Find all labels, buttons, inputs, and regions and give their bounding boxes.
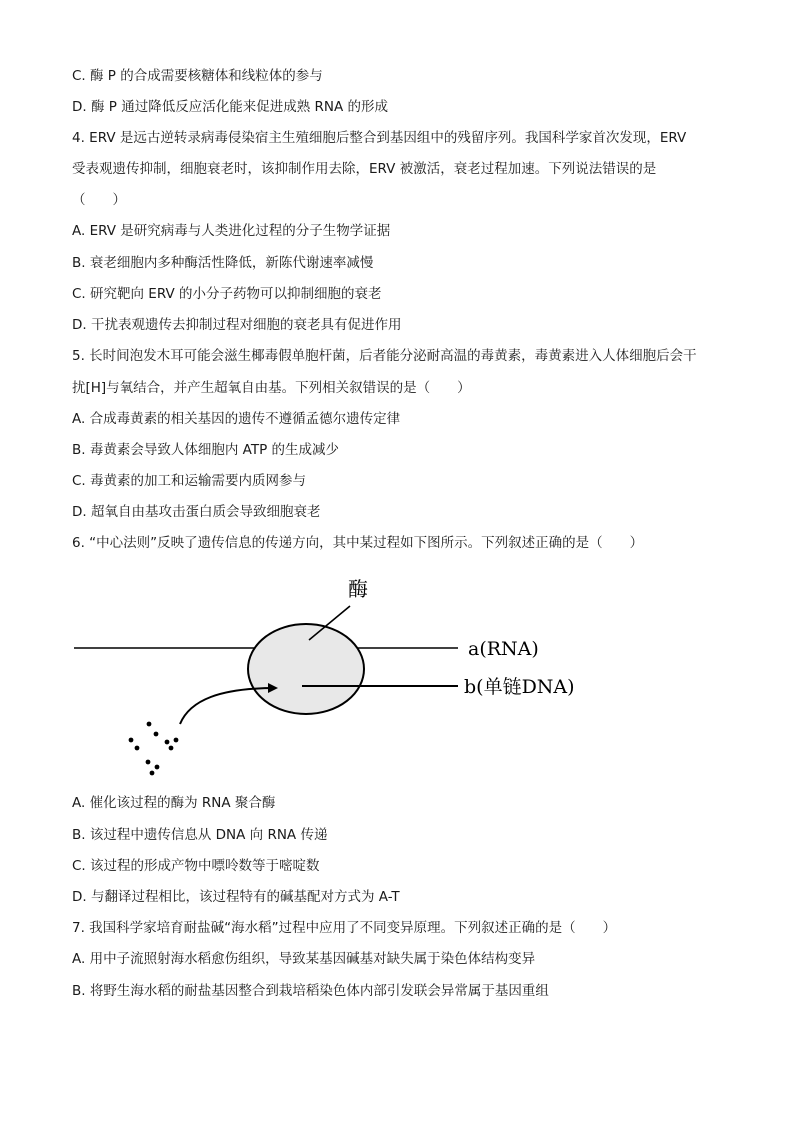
q6-option-c: C. 该过程的形成产物中嘌呤数等于嘧啶数 [72, 858, 320, 874]
q7-option-b: B. 将野生海水稻的耐盐基因整合到栽培稻染色体内部引发联会异常属于基因重组 [72, 983, 549, 999]
q5-option-a: A. 合成毒黄素的相关基因的遗传不遵循孟德尔遗传定律 [72, 411, 401, 427]
q4-option-c: C. 研究靶向 ERV 的小分子药物可以抑制细胞的衰老 [72, 286, 382, 302]
q4-option-b: B. 衰老细胞内多种酶活性降低，新陈代谢速率减慢 [72, 255, 374, 271]
strand-b-label: b(单链DNA) [464, 676, 575, 698]
q5-option-c: C. 毒黄素的加工和运输需要内质网参与 [72, 473, 307, 489]
q5-stem-line2: 扰[H]与氧结合，并产生超氧自由基。下列相关叙错误的是（ ） [72, 380, 471, 396]
q7-option-a: A. 用中子流照射海水稻愈伤组织，导致某基因碱基对缺失属于染色体结构变异 [72, 951, 536, 967]
strand-a-label: a(RNA) [468, 638, 539, 660]
q4-stem-line1: 4. ERV 是远古逆转录病毒侵染宿主生殖细胞后整合到基因组中的残留序列。我国科学家首次发现，ERV [72, 130, 687, 146]
q4-option-d: D. 干扰表观遗传去抑制过程对细胞的衰老具有促进作用 [72, 317, 402, 333]
q3-option-c: C. 酶 P 的合成需要核糖体和线粒体的参与 [72, 68, 323, 84]
q6-stem: 6. “中心法则”反映了遗传信息的传递方向，其中某过程如下图所示。下列叙述正确的是（ ） [72, 535, 644, 551]
enzyme-ellipse [248, 624, 364, 714]
q6-option-a: A. 催化该过程的酶为 RNA 聚合酶 [72, 795, 276, 811]
transcription-diagram [70, 572, 610, 782]
q6-option-b: B. 该过程中遗传信息从 DNA 向 RNA 传递 [72, 827, 328, 843]
q6-option-d: D. 与翻译过程相比，该过程特有的碱基配对方式为 A-T [72, 889, 400, 905]
q5-option-d: D. 超氧自由基攻击蛋白质会导致细胞衰老 [72, 504, 321, 520]
q4-answer-blank: （ ） [72, 192, 126, 208]
nucleotide-dots [129, 722, 179, 776]
q5-stem-line1: 5. 长时间泡发木耳可能会滋生椰毒假单胞杆菌，后者能分泌耐高温的毒黄素，毒黄素进入人体细胞后会干 [72, 348, 697, 364]
enzyme-label: 酶 [348, 577, 368, 601]
q7-stem: 7. 我国科学家培育耐盐碱“海水稻”过程中应用了不同变异原理。下列叙述正确的是（ ） [72, 920, 617, 936]
q4-option-a: A. ERV 是研究病毒与人类进化过程的分子生物学证据 [72, 223, 391, 239]
q5-option-b: B. 毒黄素会导致人体细胞内 ATP 的生成减少 [72, 442, 340, 458]
q3-option-d: D. 酶 P 通过降低反应活化能来促进成熟 RNA 的形成 [72, 99, 388, 115]
q4-stem-line2: 受表观遗传抑制，细胞衰老时，该抑制作用去除，ERV 被激活，衰老过程加速。下列说法错误的是 [72, 161, 657, 177]
